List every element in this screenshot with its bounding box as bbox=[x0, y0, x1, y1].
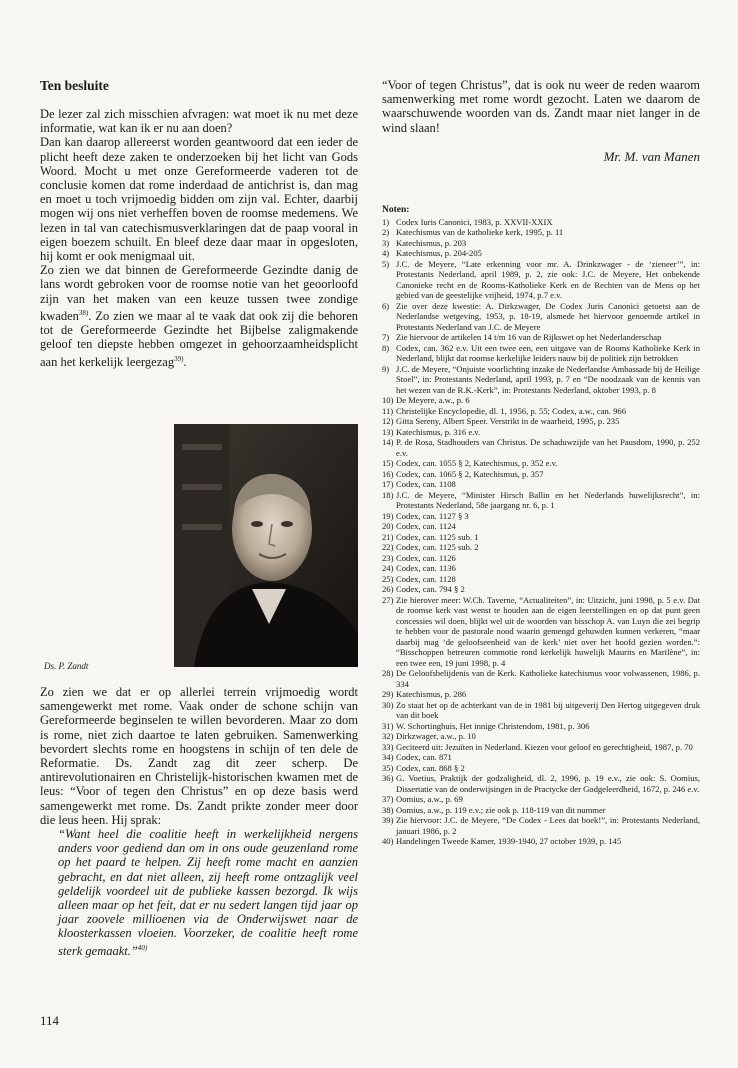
footnote-text: Codex, can. 1126 bbox=[396, 552, 456, 563]
footnote-number: 11) bbox=[382, 405, 394, 416]
block-quote-text: “Want heel die coalitie heeft in werkelijkheid nergens anders voor gediend dan om in ons oude geuzenland rome op het paard te helpen. Zij heeft rome macht en aanzien gebracht, en dat niet alleen, zij heeft rome ontzaglijk veel geldelijk voordeel uit de publieke kassen bezorgd. Ik wijs alleen maar op het feit, dat er nu sedert langen tijd jaar op jaar zoovele millioenen via de Onderwijswet naar de kloosterkassen vloeien. Voorzeker, de coalitie heeft rome sterk gemaakt.” bbox=[58, 827, 358, 958]
footnote-number: 14) bbox=[382, 437, 394, 448]
footnote-text: Dirkzwager, a.w., p. 10 bbox=[396, 731, 476, 742]
footnote-text: Katechismus van de katholieke kerk, 1995, p. 11 bbox=[396, 227, 564, 238]
section-heading: Ten besluite bbox=[40, 78, 109, 93]
footnote-text: J.C. de Meyere, “Onjuiste voorlichting inzake de Nederlandse Ambassade bij de Heilige Stoel”, in: Protestants Nederland, april 1993, p. 7 en “De noodzaak van de kennis van het wezen van de R.K.-Kerk”, in: Protestants Nederland, oktober 1993, p. 8 bbox=[396, 363, 700, 395]
footnote-number: 35) bbox=[382, 762, 394, 773]
footnote-text: Geciteerd uit: Jezuïten in Nederland. Kiezen voor geloof en gerechtigheid, 1987, p. 70 bbox=[396, 741, 693, 752]
footnote-text: Codex, can. 871 bbox=[396, 752, 452, 763]
footnote-number: 22) bbox=[382, 542, 394, 553]
footnote-text: Christelijke Encyclopedie, dl. 1, 1956, p. 55; Codex, a.w., can. 966 bbox=[396, 405, 626, 416]
footnote-item bbox=[382, 742, 700, 753]
footnote-item bbox=[382, 542, 700, 553]
footnote-number: 34) bbox=[382, 752, 394, 763]
footnote-number: 25) bbox=[382, 573, 394, 584]
portrait-illustration bbox=[174, 424, 358, 667]
footnote-item bbox=[382, 668, 700, 689]
footnote-number: 31) bbox=[382, 720, 394, 731]
footnote-number: 16) bbox=[382, 468, 394, 479]
footnote-number: 4) bbox=[382, 248, 390, 259]
footnote-text: Codex, can. 362 e.v. Uit een twee een, een uitgave van de Rooms Katholieke Kerk in Nederland, blijkt dat roomse kerkelijke leiders nauw bij de politiek zijn betrokken bbox=[396, 342, 700, 364]
footnote-item bbox=[382, 490, 700, 511]
footnote-item bbox=[382, 469, 700, 480]
footnote-item bbox=[382, 721, 700, 732]
footnote-number: 28) bbox=[382, 668, 394, 679]
footnote-text: W. Schortinghuis, Het innige Christendom, 1981, p. 306 bbox=[396, 720, 590, 731]
footnote-number: 18) bbox=[382, 489, 394, 500]
footnote-text: P. de Rosa, Stadhouders van Christus. De schaduwzijde van het Pausdom, 1990, p. 252 e.v. bbox=[396, 437, 700, 458]
footnote-number: 30) bbox=[382, 699, 394, 710]
footnote-text: Codex, can. 1125 sub. 1 bbox=[396, 531, 479, 542]
footnote-item bbox=[382, 343, 700, 364]
page-number: 114 bbox=[40, 1013, 60, 1028]
footnote-text: Zie hiervoor: J.C. de Meyere, “De Codex - Lees dat boek!”, in: Protestants Nederland, januari 1986, p. 2 bbox=[396, 815, 700, 836]
footnote-number: 1) bbox=[382, 216, 390, 227]
footnote-number: 21) bbox=[382, 531, 394, 542]
footnote-text: Codex, can. 1124 bbox=[396, 521, 456, 532]
footnote-text: Zie hierover meer: W.Ch. Taverne, “Actualiteiten”, in: Uitzicht, juni 1998, p. 5 e.v. Dat de roomse kerk vast wenst te houden aan de eigen leerstellingen en op dat punt geen concessies wil doen, blijkt wel uit de woorden van bisschop A. van Luyn die zei begrip te hebben voor de pastorale nood waarin gemengd gehuwden kunnen verkeren, “maar daarbij mag ‘de geloofseenheid van de kerk’ niet over het hoofd gezien worden.”: “Bisschoppen betreuren commotie rond kerkelijk huwelijk Maurits en Marilène”, in: een twee een, 19 juni 1998, p. 4 bbox=[396, 594, 700, 668]
footnote-item bbox=[382, 574, 700, 585]
footnote-number: 19) bbox=[382, 510, 394, 521]
footnote-item bbox=[382, 773, 700, 794]
footnote-text: Zie over deze kwestie: A. Dirkzwager, De Codex Juris Canonici getoetst aan de Nederlandse wetgeving, 1953, p. 18-19, alsmede het hiervoor genoemde artikel in Protestants Nederland van J.C. de Meyere bbox=[396, 300, 700, 332]
footnote-item bbox=[382, 805, 700, 816]
footnote-item bbox=[382, 259, 700, 301]
footnote-item bbox=[382, 794, 700, 805]
footnote-number: 8) bbox=[382, 342, 390, 353]
footnote-item bbox=[382, 752, 700, 763]
footnote-text: Codex Iuris Canonici, 1983, p. XXVII-XXIX bbox=[396, 216, 553, 227]
footnote-text: Codex, can. 1136 bbox=[396, 563, 456, 574]
footnote-item bbox=[382, 227, 700, 238]
footnote-number: 9) bbox=[382, 363, 390, 374]
footnote-number: 37) bbox=[382, 794, 394, 805]
lower-left-column bbox=[40, 685, 358, 958]
footnote-text: Katechismus, p. 204-205 bbox=[396, 248, 482, 259]
footnote-text: Zo staat het op de achterkant van de in 1981 bij uitgeverij Den Hertog uitgegeven druk van dit boek bbox=[396, 699, 700, 721]
footnote-ref-38: 38) bbox=[78, 308, 89, 317]
footnote-item bbox=[382, 763, 700, 774]
footnote-text: Codex, can. 1128 bbox=[396, 573, 456, 584]
footnote-text: Oomius, a.w., p. 69 bbox=[396, 794, 463, 805]
footnote-item bbox=[382, 521, 700, 532]
footnote-text: Oomius, a.w., p. 119 e.v.; zie ook p. 118-119 van dit nummer bbox=[396, 804, 606, 815]
closing-paragraph: “Voor of tegen Christus”, dat is ook nu weer de reden waarom samenwerking met rome wordt gezocht. Laten we daarom de waarschuwende woorden van ds. Zandt maar niet langer in de wind slaan! bbox=[382, 78, 700, 135]
footnote-number: 15) bbox=[382, 458, 394, 469]
footnote-text: J.C. de Meyere, “Late erkenning voor mr. A. Drinkzwager - de ‘zieneer’”, in: Protestants Nederland, april 1989, p. 2, zie ook: J.C. de Meyere, Het onbekende Canonieke recht en de Rooms-Katholieke Kerk en de Rechten van de Mens op het gebied van de geestelijke vrijheid, 1974, p.7 e.v. bbox=[396, 258, 700, 301]
author-signature: Mr. M. van Manen bbox=[603, 148, 700, 164]
lower-paragraph: Zo zien we dat er op allerlei terrein vrijmoedig wordt samengewerkt met rome. Vaak onder de schone schijn van Gereformeerde beginselen te willen bevorderen. Maar zo dom is rome, niet zich daartoe te laten gebruiken. Samenwerking bevordert slechts rome en hoogstens in schijn of ten dele de Reformatie. Ds. Zandt zag dit zeer scherp. De antirevolutionairen en Christelijk-historischen kwamen met de leus: “Voor of tegen den Christus” en op deze basis werd samengewerkt met rome. Ds. Zandt prikte zonder meer door die leus heen. Hij sprak: bbox=[40, 685, 358, 827]
photo-caption: Ds. P. Zandt bbox=[44, 661, 89, 671]
block-quote bbox=[58, 827, 358, 958]
footnote-number: 17) bbox=[382, 479, 394, 490]
notes-title: Noten: bbox=[382, 204, 410, 215]
footnote-item bbox=[382, 364, 700, 396]
footnote-item bbox=[382, 458, 700, 469]
footnote-item bbox=[382, 437, 700, 458]
footnote-item bbox=[382, 511, 700, 522]
portrait-figure bbox=[44, 424, 358, 669]
footnote-item bbox=[382, 689, 700, 700]
footnote-text: Codex, can. 1065 § 2, Katechismus, p. 357 bbox=[396, 468, 544, 479]
footnote-text: Katechismus, p. 203 bbox=[396, 237, 467, 248]
footnote-item bbox=[382, 532, 700, 543]
footnote-number: 12) bbox=[382, 416, 394, 427]
footnote-text: Codex, can. 1125 sub. 2 bbox=[396, 542, 479, 553]
footnote-number: 5) bbox=[382, 258, 390, 269]
footnote-text: Codex, can. 868 § 2 bbox=[396, 762, 465, 773]
footnote-item bbox=[382, 595, 700, 669]
footnote-text: Katechismus, p. 286 bbox=[396, 689, 467, 700]
footnote-number: 2) bbox=[382, 227, 390, 238]
footnote-text: Gitta Sereny, Albert Speer. Verstrikt in de waarheid, 1995, p. 235 bbox=[396, 416, 620, 427]
body-paragraph-2b-text: Zo zien we maar al te vaak dat ook zij die behoren tot de Gereformeerde Gezindte het Bijbelse zaligmakende geloof ten diepste hebben omgezet in gehoorzaamheidsplicht aan het kerkelijk leergezag bbox=[40, 309, 358, 369]
footnote-text: Codex, can. 1108 bbox=[396, 479, 456, 490]
footnote-item bbox=[382, 731, 700, 742]
footnote-number: 3) bbox=[382, 237, 390, 248]
footnote-number: 13) bbox=[382, 426, 394, 437]
footnote-item bbox=[382, 553, 700, 564]
footnote-item bbox=[382, 479, 700, 490]
footnote-ref-39: 39) bbox=[174, 354, 184, 363]
footnote-number: 26) bbox=[382, 584, 394, 595]
portrait-photo bbox=[174, 424, 358, 667]
body-paragraph-1: Dan kan daarop allereerst worden geantwoord dat een ieder de plicht heeft deze zaken te onderzoeken bij het licht van Gods Woord. Mocht u met onze Gereformeerde vaderen tot de conclusie komen dat rome inderdaad de antichrist is, dan mag en moet u toch vrijmoedig bidden om zijn val. Echter, daarbij mogen wij ons niet verheffen boven de roomse medemens. We lezen in tal van catechismusverklaringen dat de paap vooral in eigen boezem schuilt. En bleef deze daar maar in opgesloten, hij komt er ook menigmaal uit. bbox=[40, 135, 358, 264]
footnote-number: 10) bbox=[382, 395, 394, 406]
body-paragraph-2-text: Zo zien we dat binnen de Gereformeerde Gezindte danig de lans wordt gebroken voor de roomse notie van het geoorloofd zijn van het maken van een keuze tussen twee zondige kwaden bbox=[40, 263, 358, 323]
footnote-text: Zie hiervoor de artikelen 14 t/m 16 van de Rijkswet op het Nederlanderschap bbox=[396, 332, 662, 343]
right-column bbox=[382, 78, 700, 847]
footnote-number: 33) bbox=[382, 741, 394, 752]
footnote-text: De Geloofsbelijdenis van de Kerk. Katholieke katechismus voor volwassenen, 1986, p. 334 bbox=[396, 668, 700, 689]
footnote-item bbox=[382, 815, 700, 836]
footnote-number: 32) bbox=[382, 731, 394, 742]
footnote-text: J.C. de Meyere, “Minister Hirsch Ballin en het Nederlands huwelijksrecht”, in: Protestants Nederland, 58e jaargang nr. 6, p. 1 bbox=[396, 489, 700, 511]
footnote-number: 29) bbox=[382, 689, 394, 700]
footnote-text: Codex, can. 1055 § 2, Katechismus, p. 352 e.v. bbox=[396, 458, 558, 469]
footnote-text: Handelingen Tweede Kamer, 1939-1940, 27 october 1939, p. 145 bbox=[396, 836, 622, 847]
footnote-item bbox=[382, 406, 700, 417]
footnote-number: 23) bbox=[382, 552, 394, 563]
body-paragraph-2: Zo zien we dat binnen de Gereformeerde Gezindte danig de lans wordt gebroken voor de roomse notie van het geoorloofd zijn van het maken van een keuze tussen twee zondige kwaden$^{38)}$. Zo zien we maar al te vaak dat ook zij die behoren tot de Gereformeerde Gezindte het Bijbelse zaligmakende geloof ten diepste hebben omgezet in gehoorzaamheidsplicht aan het kerkelijk leergezag$^{39)}$. bbox=[40, 263, 358, 369]
footnote-item bbox=[382, 332, 700, 343]
footnote-item bbox=[382, 427, 700, 438]
footnote-text: G. Voetius, Praktijk der godzaligheid, dl. 2, 1996, p. 19 e.v., zie ook: S. Oomius, Dissertatie van de onderwijsingen in de Practycke der Godgeleerdheid, 1672, p. 246 e.v. bbox=[396, 773, 700, 794]
footnote-item bbox=[382, 836, 700, 847]
footnote-number: 20) bbox=[382, 521, 394, 532]
notes-list bbox=[382, 217, 700, 847]
footnote-number: 24) bbox=[382, 563, 394, 574]
footnote-text: Codex, can. 794 § 2 bbox=[396, 584, 465, 595]
footnote-item bbox=[382, 584, 700, 595]
intro-paragraph: De lezer zal zich misschien afvragen: wat moet ik nu met deze informatie, wat kan ik er nu aan doen? bbox=[40, 107, 358, 136]
footnote-item bbox=[382, 416, 700, 427]
footnote-item bbox=[382, 217, 700, 228]
footnote-number: 7) bbox=[382, 332, 390, 343]
footnote-number: 36) bbox=[382, 773, 394, 784]
footnote-item bbox=[382, 563, 700, 574]
footnote-number: 6) bbox=[382, 300, 390, 311]
footnote-item bbox=[382, 301, 700, 333]
footnote-item bbox=[382, 238, 700, 249]
footnote-number: 39) bbox=[382, 815, 394, 826]
footnote-text: Katechismus, p. 316 e.v. bbox=[396, 426, 481, 437]
footnote-item bbox=[382, 248, 700, 259]
footnote-ref-40: 40) bbox=[137, 943, 148, 952]
footnote-item bbox=[382, 700, 700, 721]
footnote-text: Codex, can. 1127 § 3 bbox=[396, 510, 469, 521]
footnote-number: 38) bbox=[382, 804, 394, 815]
footnote-number: 40) bbox=[382, 836, 394, 847]
footnote-text: De Meyere, a.w., p. 6 bbox=[396, 395, 470, 406]
left-column bbox=[40, 78, 358, 369]
footnote-number: 27) bbox=[382, 594, 394, 605]
footnote-item bbox=[382, 395, 700, 406]
